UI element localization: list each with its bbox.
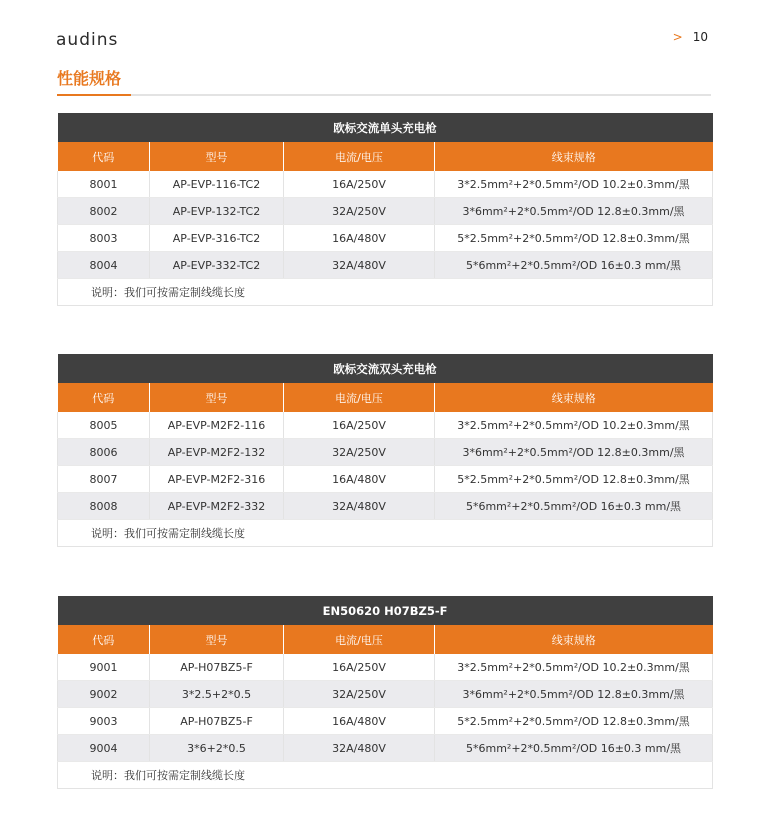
table-row <box>58 171 713 198</box>
page-number <box>673 30 708 44</box>
table-row <box>58 735 713 762</box>
cell-cable-spec: 5*6mm²+2*0.5mm²/OD 16±0.3 mm/黑 <box>435 493 713 520</box>
cell-cable-spec: 5*6mm²+2*0.5mm²/OD 16±0.3 mm/黑 <box>435 252 713 279</box>
table-title: 欧标交流单头充电枪 <box>58 113 713 142</box>
cell-rating: 32A/250V <box>284 439 435 466</box>
cell-model: AP-EVP-M2F2-116 <box>150 412 284 439</box>
column-header-model: 型号 <box>150 142 284 171</box>
cell-model: AP-EVP-116-TC2 <box>150 171 284 198</box>
cell-code: 8001 <box>58 171 150 198</box>
title-underline <box>57 94 711 96</box>
cell-cable-spec: 5*2.5mm²+2*0.5mm²/OD 12.8±0.3mm/黑 <box>435 708 713 735</box>
cell-rating: 16A/480V <box>284 466 435 493</box>
cell-rating: 16A/480V <box>284 708 435 735</box>
cell-rating: 16A/250V <box>284 171 435 198</box>
column-header-rating: 电流/电压 <box>284 142 435 171</box>
cell-code: 9004 <box>58 735 150 762</box>
cell-model: AP-H07BZ5-F <box>150 708 284 735</box>
table-note: 说明：我们可按需定制线缆长度 <box>58 279 713 306</box>
cell-rating: 32A/250V <box>284 198 435 225</box>
cell-code: 8004 <box>58 252 150 279</box>
cell-rating: 32A/480V <box>284 735 435 762</box>
spec-table-1 <box>57 113 713 306</box>
chevron-right-icon: > <box>672 30 683 44</box>
table-row <box>58 708 713 735</box>
table-row <box>58 654 713 681</box>
table-title: 欧标交流双头充电枪 <box>58 354 713 383</box>
table-row <box>58 252 713 279</box>
column-header-cable-spec: 线束规格 <box>435 383 713 412</box>
cell-code: 8008 <box>58 493 150 520</box>
cell-cable-spec: 3*2.5mm²+2*0.5mm²/OD 10.2±0.3mm/黑 <box>435 654 713 681</box>
cell-rating: 32A/480V <box>284 493 435 520</box>
column-header-code: 代码 <box>58 383 150 412</box>
cell-model: AP-EVP-316-TC2 <box>150 225 284 252</box>
cell-model: 3*6+2*0.5 <box>150 735 284 762</box>
cell-model: AP-EVP-M2F2-316 <box>150 466 284 493</box>
cell-cable-spec: 3*2.5mm²+2*0.5mm²/OD 10.2±0.3mm/黑 <box>435 412 713 439</box>
cell-rating: 16A/480V <box>284 225 435 252</box>
table-row <box>58 493 713 520</box>
cell-cable-spec: 3*6mm²+2*0.5mm²/OD 12.8±0.3mm/黑 <box>435 198 713 225</box>
cell-code: 9001 <box>58 654 150 681</box>
cell-cable-spec: 5*2.5mm²+2*0.5mm²/OD 12.8±0.3mm/黑 <box>435 466 713 493</box>
column-header-cable-spec: 线束规格 <box>435 142 713 171</box>
cell-model: AP-EVP-332-TC2 <box>150 252 284 279</box>
cell-code: 8007 <box>58 466 150 493</box>
cell-cable-spec: 3*6mm²+2*0.5mm²/OD 12.8±0.3mm/黑 <box>435 681 713 708</box>
cell-cable-spec: 3*2.5mm²+2*0.5mm²/OD 10.2±0.3mm/黑 <box>435 171 713 198</box>
table-title: EN50620 H07BZ5-F <box>58 596 713 625</box>
table-row <box>58 681 713 708</box>
cell-cable-spec: 5*6mm²+2*0.5mm²/OD 16±0.3 mm/黑 <box>435 735 713 762</box>
cell-model: AP-EVP-M2F2-132 <box>150 439 284 466</box>
table-note: 说明：我们可按需定制线缆长度 <box>58 762 713 789</box>
spec-table-3 <box>57 596 713 789</box>
column-header-rating: 电流/电压 <box>284 625 435 654</box>
cell-cable-spec: 5*2.5mm²+2*0.5mm²/OD 12.8±0.3mm/黑 <box>435 225 713 252</box>
cell-rating: 16A/250V <box>284 654 435 681</box>
cell-model: 3*2.5+2*0.5 <box>150 681 284 708</box>
cell-model: AP-EVP-M2F2-332 <box>150 493 284 520</box>
cell-rating: 32A/250V <box>284 681 435 708</box>
table-note: 说明：我们可按需定制线缆长度 <box>58 520 713 547</box>
cell-rating: 16A/250V <box>284 412 435 439</box>
cell-rating: 32A/480V <box>284 252 435 279</box>
cell-code: 8003 <box>58 225 150 252</box>
cell-code: 9003 <box>58 708 150 735</box>
cell-code: 9002 <box>58 681 150 708</box>
title-underline-accent <box>57 94 131 96</box>
column-header-model: 型号 <box>150 625 284 654</box>
column-header-rating: 电流/电压 <box>284 383 435 412</box>
page-number-value: 10 <box>692 30 708 44</box>
spec-table-2 <box>57 354 713 547</box>
column-header-cable-spec: 线束规格 <box>435 625 713 654</box>
table-row <box>58 412 713 439</box>
table-row <box>58 439 713 466</box>
table-row <box>58 198 713 225</box>
cell-code: 8005 <box>58 412 150 439</box>
column-header-model: 型号 <box>150 383 284 412</box>
cell-cable-spec: 3*6mm²+2*0.5mm²/OD 12.8±0.3mm/黑 <box>435 439 713 466</box>
column-header-code: 代码 <box>58 625 150 654</box>
cell-model: AP-H07BZ5-F <box>150 654 284 681</box>
cell-code: 8006 <box>58 439 150 466</box>
cell-model: AP-EVP-132-TC2 <box>150 198 284 225</box>
column-header-code: 代码 <box>58 142 150 171</box>
cell-code: 8002 <box>58 198 150 225</box>
brand-logo: audins <box>56 30 119 50</box>
section-title: 性能规格 <box>57 69 122 88</box>
table-row <box>58 225 713 252</box>
table-row <box>58 466 713 493</box>
